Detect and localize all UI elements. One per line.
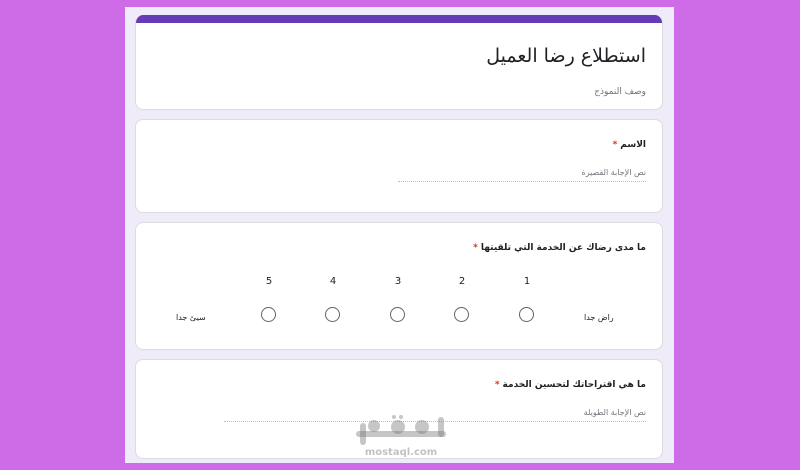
short-answer-field[interactable]: نص الإجابة القصيرة bbox=[398, 168, 646, 182]
scale-number-4: 4 bbox=[329, 276, 337, 287]
scale-number-2: 2 bbox=[458, 276, 466, 287]
required-asterisk: * bbox=[473, 243, 478, 253]
scale-number-1: 1 bbox=[523, 276, 531, 287]
form-header-accent-bar bbox=[136, 15, 662, 23]
scale-number-3: 3 bbox=[394, 276, 402, 287]
question-card-name bbox=[135, 119, 663, 213]
scale-radio-1[interactable] bbox=[519, 307, 534, 322]
form-header-card bbox=[135, 15, 663, 110]
question-card-suggestions bbox=[135, 359, 663, 459]
question-card-rating bbox=[135, 222, 663, 350]
question-title-suggestions bbox=[495, 380, 646, 390]
scale-label-high: راض جدا bbox=[584, 313, 614, 322]
scale-radio-5[interactable] bbox=[261, 307, 276, 322]
scale-label-low: سيئ جدا bbox=[176, 313, 206, 322]
required-asterisk: * bbox=[494, 380, 500, 390]
scale-number-5: 5 bbox=[265, 276, 273, 287]
scale-radio-3[interactable] bbox=[390, 307, 405, 322]
required-asterisk: * bbox=[612, 140, 618, 150]
scale-radio-4[interactable] bbox=[325, 307, 340, 322]
form-area bbox=[125, 7, 674, 463]
form-title: استطلاع رضا العميل bbox=[486, 45, 646, 67]
question-text: ما هي اقتراحاتك لتحسين الخدمة bbox=[502, 380, 646, 390]
question-text: ما مدى رضاك عن الخدمة التي تلقيتها bbox=[480, 243, 646, 253]
watermark-url: mostaql.com bbox=[364, 447, 438, 458]
long-answer-field[interactable]: نص الإجابة الطويلة bbox=[224, 408, 646, 422]
scale-radio-2[interactable] bbox=[454, 307, 469, 322]
question-text: الاسم bbox=[620, 140, 646, 150]
form-description: وصف النموذج bbox=[594, 87, 646, 97]
question-title-rating bbox=[473, 243, 646, 253]
question-title-name bbox=[613, 140, 646, 150]
